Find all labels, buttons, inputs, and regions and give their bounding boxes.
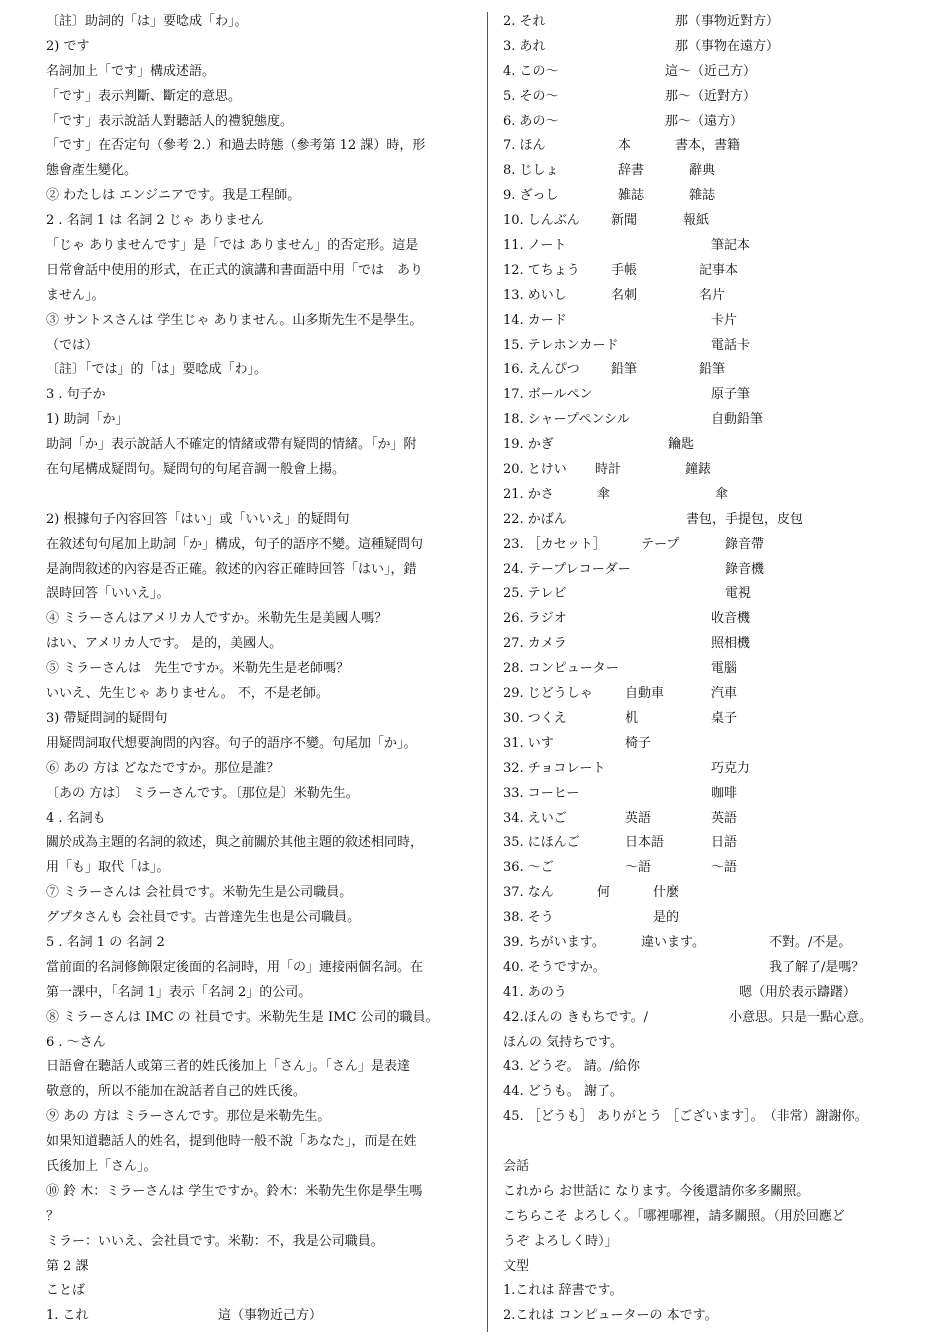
vocab-kana: 2. それ <box>503 14 546 29</box>
vocab-kanji: 英語 <box>625 810 652 826</box>
vocab-kana: 13. めいし <box>503 287 567 303</box>
vocab-meaning: 那（事物近對方） <box>675 14 780 29</box>
vocab-kana: 42.ほんの きもちです。/ <box>503 1009 649 1025</box>
vocab-meaning: 這～（近己方） <box>665 63 757 79</box>
vocab-row <box>503 807 943 832</box>
vocab-row <box>503 981 943 1006</box>
vocab-row <box>503 60 943 85</box>
vocab-row <box>503 582 943 607</box>
vocab-kanji: 鉛筆 <box>611 362 638 378</box>
text-line: 2) です <box>46 38 90 54</box>
vocab-kana: 10. しんぶん <box>503 213 580 229</box>
text-line: 44. どうも。 謝了。 <box>503 1084 623 1100</box>
vocab-kana: 35. にほんご <box>503 835 580 851</box>
text-line: 〔あの 方は〕 ミラーさんです。〔那位是〕米勒先生。 <box>46 785 359 801</box>
text-line: 2 . 名詞 1 は 名詞 2 じゃ ありません <box>46 213 265 229</box>
vocab-meaning: 不對。/不是。 <box>769 934 852 950</box>
vocab-row <box>503 10 943 35</box>
text-line: いいえ、先生じゃ ありません。 不，不是老師。 <box>46 686 329 702</box>
text-line: ⑩ 鈴 木：ミラーさんは 学生ですか。鈴木：米勒先生你是學生嗎 <box>46 1183 423 1199</box>
vocab-row <box>503 259 943 284</box>
text-line: 名詞加上「です」構成述語。 <box>46 63 216 79</box>
vocab-row <box>503 508 943 533</box>
vocab-row <box>503 782 943 807</box>
text-line <box>503 1130 943 1155</box>
text-line: ② わたしは エンジニアです。我是工程師。 <box>46 188 301 204</box>
vocab-kana: 21. かさ <box>503 486 554 502</box>
vocab-kana: 38. そう <box>503 910 554 926</box>
text-line: 1.これは 辞書です。 <box>503 1283 623 1299</box>
vocab-meaning: 記事本 <box>699 262 739 278</box>
vocab-kanji: 傘 <box>597 486 611 502</box>
vocab-meaning: 那～（近對方） <box>665 88 757 104</box>
vocab-meaning: 鐘錶 <box>685 462 712 478</box>
vocab-kana: 28. コンピューター <box>503 661 619 677</box>
vocab-meaning: 錄音機 <box>725 561 765 577</box>
text-line: ③ サントスさんは 学生じゃ ありません。山多斯先生不是學生。 <box>46 312 423 328</box>
vocab-kanji: 新聞 <box>611 213 638 229</box>
text-line: 〔註〕助詞的「は」要唸成「わ」。 <box>46 14 248 29</box>
vocab-kana: 30. つくえ <box>503 710 567 726</box>
vocab-meaning: 名片 <box>699 287 726 303</box>
vocab-meaning: 什麼 <box>653 885 680 901</box>
vocab-row <box>503 732 943 757</box>
vocab-kana: 1. これ <box>46 1308 89 1324</box>
vocab-row <box>503 309 943 334</box>
vocab-kanji: ～語 <box>625 860 652 876</box>
vocab-meaning: 小意思。只是一點心意。 <box>729 1009 873 1025</box>
vocab-row <box>503 408 943 433</box>
vocab-row <box>503 856 943 881</box>
vocab-row <box>503 533 943 558</box>
column-divider <box>487 12 488 1332</box>
vocab-row <box>503 682 943 707</box>
vocab-row <box>503 358 943 383</box>
vocab-row <box>503 931 943 956</box>
text-line: これから お世話に なります。今後還請你多多關照。 <box>503 1183 810 1199</box>
text-line: 助詞「か」表示說話人不確定的情緒或帶有疑問的情緒。「か」附 <box>46 437 417 453</box>
vocab-kana: 23. ［カセット］ <box>503 536 606 552</box>
vocab-row <box>503 85 943 110</box>
vocab-kanji: 机 <box>625 710 639 726</box>
vocab-meaning: ～語 <box>711 860 738 876</box>
text-line: 〔註〕「では」的「は」要唸成「わ」。 <box>46 362 268 378</box>
text-line: 会話 <box>503 1158 530 1174</box>
vocab-kana: 41. あのう <box>503 984 567 1000</box>
vocab-row <box>503 284 943 309</box>
text-line: 敬意的，所以不能加在說話者自己的姓氏後。 <box>46 1084 307 1100</box>
text-line: 氏後加上「さん」。 <box>46 1158 157 1174</box>
vocab-meaning: 日語 <box>711 835 738 851</box>
text-line: 1) 助詞「か」 <box>46 412 129 428</box>
vocab-meaning: 卡片 <box>711 312 738 328</box>
vocab-row <box>503 707 943 732</box>
vocab-meaning: 我了解了/是嗎？ <box>769 959 865 975</box>
vocab-kana: 17. ボールペン <box>503 387 593 403</box>
vocab-kanji: 日本語 <box>625 835 665 851</box>
text-line: はい、アメリカ人です。 是的，美國人。 <box>46 636 283 652</box>
text-line: ⑨ あの 方は ミラーさんです。那位是米勒先生。 <box>46 1109 331 1125</box>
text-line: 用「も」取代「は」。 <box>46 860 170 876</box>
text-line: 態會產生變化。 <box>46 163 138 179</box>
vocab-kana: 37. なん <box>503 885 554 901</box>
text-line: 4 . 名詞も <box>46 810 106 826</box>
vocab-kana: 32. チョコレート <box>503 760 606 776</box>
vocab-kana: 26. ラジオ <box>503 611 567 627</box>
vocab-meaning: 這（事物近己方） <box>218 1308 323 1324</box>
vocab-kana: 3. あれ <box>503 38 546 54</box>
vocab-row <box>503 134 943 159</box>
vocab-kanji: テープ <box>641 536 680 552</box>
vocab-row <box>503 234 943 259</box>
vocab-kana: 18. シャープペンシル <box>503 412 630 428</box>
text-line: 日常會話中使用的形式，在正式的演講和書面語中用「では あり <box>46 262 424 278</box>
vocab-kana: 5. その～ <box>503 88 559 104</box>
vocab-row <box>503 757 943 782</box>
vocab-row <box>503 607 943 632</box>
vocab-meaning: 鑰匙 <box>668 437 695 453</box>
vocab-row <box>46 1304 482 1329</box>
text-line: ⑧ ミラーさんは IMC の 社員です。米勒先生是 IMC 公司的職員。 <box>46 1009 439 1025</box>
vocab-meaning: 鉛筆 <box>699 362 726 378</box>
vocab-kanji: 雑誌 <box>618 188 645 204</box>
vocab-kana: 33. コーヒー <box>503 785 580 801</box>
text-line: 當前面的名詞修飾限定後面的名詞時，用「の」連接兩個名詞。在 <box>46 959 424 975</box>
text-line: 關於成為主題的名詞的敘述，與之前關於其他主題的敘述相同時， <box>46 835 424 851</box>
vocab-meaning: 報紙 <box>683 213 710 229</box>
text-line: 用疑問詞取代想要詢問的內容。句子的語序不變。句尾加「か」。 <box>46 735 417 751</box>
vocab-row <box>503 35 943 60</box>
vocab-meaning: 椅子 <box>625 735 652 751</box>
vocab-kanji: 何 <box>597 885 611 901</box>
vocab-kana: 8. じしょ <box>503 163 559 179</box>
vocab-kanji: 本 <box>618 138 632 154</box>
vocab-meaning: 筆記本 <box>711 238 751 254</box>
vocab-meaning: 是的 <box>653 910 680 926</box>
vocab-row <box>503 159 943 184</box>
text-line: 5 . 名詞 1 の 名詞 2 <box>46 934 165 950</box>
vocab-meaning: 書包，手提包，皮包 <box>686 511 804 527</box>
vocab-row <box>503 433 943 458</box>
text-line: 在句尾構成疑問句。疑問句的句尾音調一般會上揚。 <box>46 462 346 478</box>
vocab-meaning: 那～（遠方） <box>665 113 744 129</box>
vocab-row <box>503 110 943 135</box>
vocab-meaning: 電腦 <box>711 661 738 677</box>
text-line: ⑦ ミラーさんは 会社員です。米勒先生是公司職員。 <box>46 885 353 901</box>
text-line: 2) 根據句子內容回答「はい」或「いいえ」的疑問句 <box>46 511 350 527</box>
vocab-kana: 20. とけい <box>503 462 567 478</box>
vocab-kana: 22. かばん <box>503 511 567 527</box>
vocab-kana: 11. ノート <box>503 238 567 254</box>
vocab-row <box>503 383 943 408</box>
vocab-kana: 16. えんぴつ <box>503 362 580 378</box>
text-line: ことば <box>46 1283 86 1299</box>
vocab-meaning: 嗯（用於表示躊躇） <box>739 984 857 1000</box>
vocab-kanji: 違います。 <box>641 934 705 950</box>
vocab-row <box>503 334 943 359</box>
vocab-kana: 36. ～ご <box>503 860 554 876</box>
text-line: ④ ミラーさんはアメリカ人ですか。米勒先生是美國人嗎？ <box>46 611 388 627</box>
text-line: うぞ よろしく時）」 <box>503 1233 618 1249</box>
vocab-row <box>503 558 943 583</box>
vocab-kanji: 自動車 <box>625 686 665 702</box>
text-line: 「じゃ ありませんです」是「では ありません」的否定形。這是 <box>46 238 419 254</box>
vocab-kanji: 名刺 <box>611 287 638 303</box>
text-line: 3 . 句子か <box>46 387 106 403</box>
vocab-kana: 40. そうですか。 <box>503 959 606 975</box>
text-line: 「です」表示說話人對聽話人的禮貌態度。 <box>46 113 294 129</box>
text-line: 6 . ～さん <box>46 1034 106 1050</box>
text-line: 日語會在聽話人或第三者的姓氏後加上「さん」。「さん」是表達 <box>46 1059 411 1075</box>
text-line: 「です」表示判斷、斷定的意思。 <box>46 88 242 104</box>
vocab-meaning: 巧克力 <box>711 760 751 776</box>
vocab-kana: 6. あの～ <box>503 113 559 129</box>
vocab-kana: 31. いす <box>503 735 554 751</box>
vocab-kana: 14. カード <box>503 312 567 328</box>
vocab-meaning: 電視 <box>725 586 752 602</box>
text-line: 「です」在否定句（參考 2.）和過去時態（參考第 12 課）時，形 <box>46 138 426 154</box>
vocab-row <box>503 956 943 981</box>
text-line: ⑥ あの 方は どなたですか。那位是誰？ <box>46 760 280 776</box>
vocab-kanji: 手帳 <box>611 262 638 278</box>
text-line: ⑤ ミラーさんは 先生ですか。米勒先生是老師嗎？ <box>46 661 350 677</box>
vocab-row <box>503 831 943 856</box>
text-line: 2.これは コンピューターの 本です。 <box>503 1308 718 1324</box>
vocab-kana: 4. この～ <box>503 63 559 79</box>
vocab-kana: 27. カメラ <box>503 636 567 652</box>
vocab-row <box>503 1006 943 1031</box>
vocab-row <box>503 906 943 931</box>
vocab-kana: 12. てちょう <box>503 262 580 278</box>
vocab-meaning: 傘 <box>715 486 729 502</box>
vocab-kana: 24. テープレコーダー <box>503 561 631 577</box>
vocab-meaning: 辭典 <box>689 163 716 179</box>
vocab-row <box>503 184 943 209</box>
text-line: 在敘述句句尾加上助詞「か」構成，句子的語序不變。這種疑問句 <box>46 536 424 552</box>
vocab-meaning: 原子筆 <box>711 387 751 403</box>
vocab-row <box>503 657 943 682</box>
left-column <box>46 10 482 1329</box>
vocab-kana: 25. テレビ <box>503 586 567 602</box>
vocab-row <box>503 458 943 483</box>
vocab-row <box>503 632 943 657</box>
text-line: 如果知道聽話人的姓名，提到他時一般不說「あなた」，而是在姓 <box>46 1134 417 1150</box>
vocab-meaning: 桌子 <box>711 710 738 726</box>
text-line <box>46 483 482 508</box>
vocab-meaning: 英語 <box>711 810 738 826</box>
vocab-kanji: 辞書 <box>618 163 645 179</box>
vocab-kana: 34. えいご <box>503 810 567 826</box>
vocab-kana: 7. ほん <box>503 138 546 154</box>
text-line: ほんの 気持ちです。 <box>503 1034 623 1050</box>
text-line: 誤時回答「いいえ」。 <box>46 586 170 602</box>
vocab-kana: 39. ちがいます。 <box>503 934 605 950</box>
vocab-meaning: 收音機 <box>711 611 751 627</box>
text-line: 45. ［どうも］ ありがとう ［ございます］。 （非常）謝謝你。 <box>503 1109 868 1125</box>
text-line: ミラー：いいえ、会社員です。米勒：不，我是公司職員。 <box>46 1233 384 1249</box>
vocab-kana: 29. じどうしゃ <box>503 686 593 702</box>
vocab-meaning: 那（事物在遠方） <box>675 38 780 54</box>
vocab-row <box>503 483 943 508</box>
vocab-kanji: 時計 <box>595 462 622 478</box>
vocab-meaning: 書本，書籍 <box>675 138 741 154</box>
text-line: 43. どうぞ。 請。/給你 <box>503 1059 641 1075</box>
text-line: こちらこそ よろしく。「哪裡哪裡，請多關照。（用於回應ど <box>503 1208 845 1224</box>
vocab-kana: 9. ざっし <box>503 188 559 204</box>
text-line: 第一課中，「名詞 1」表示「名詞 2」的公司。 <box>46 984 312 1000</box>
vocab-kana: 19. かぎ <box>503 437 554 453</box>
vocab-meaning: 電話卡 <box>711 337 751 353</box>
vocab-meaning: 汽車 <box>711 686 738 702</box>
text-line: （では） <box>46 337 99 353</box>
vocab-meaning: 自動鉛筆 <box>711 412 764 428</box>
text-line: ？ <box>46 1208 60 1224</box>
vocab-meaning: 咖啡 <box>711 785 738 801</box>
vocab-list <box>503 10 943 1031</box>
vocab-row <box>503 881 943 906</box>
vocab-meaning: 雜誌 <box>689 188 716 204</box>
text-line: 文型 <box>503 1258 530 1274</box>
right-tail <box>503 1031 943 1330</box>
text-line: グプタさんも 会社員です。古普達先生也是公司職員。 <box>46 910 361 926</box>
text-line: 是詢問敘述的內容是否正確。敘述的內容正確時回答「はい」，錯 <box>46 561 417 577</box>
vocab-row <box>503 209 943 234</box>
right-column <box>503 10 943 1329</box>
text-line: 第 2 課 <box>46 1258 89 1274</box>
vocab-meaning: 照相機 <box>711 636 751 652</box>
text-line: ません」。 <box>46 287 105 303</box>
text-line: 3) 帶疑問詞的疑問句 <box>46 710 168 726</box>
vocab-meaning: 錄音帶 <box>725 536 765 552</box>
vocab-kana: 15. テレホンカード <box>503 337 619 353</box>
